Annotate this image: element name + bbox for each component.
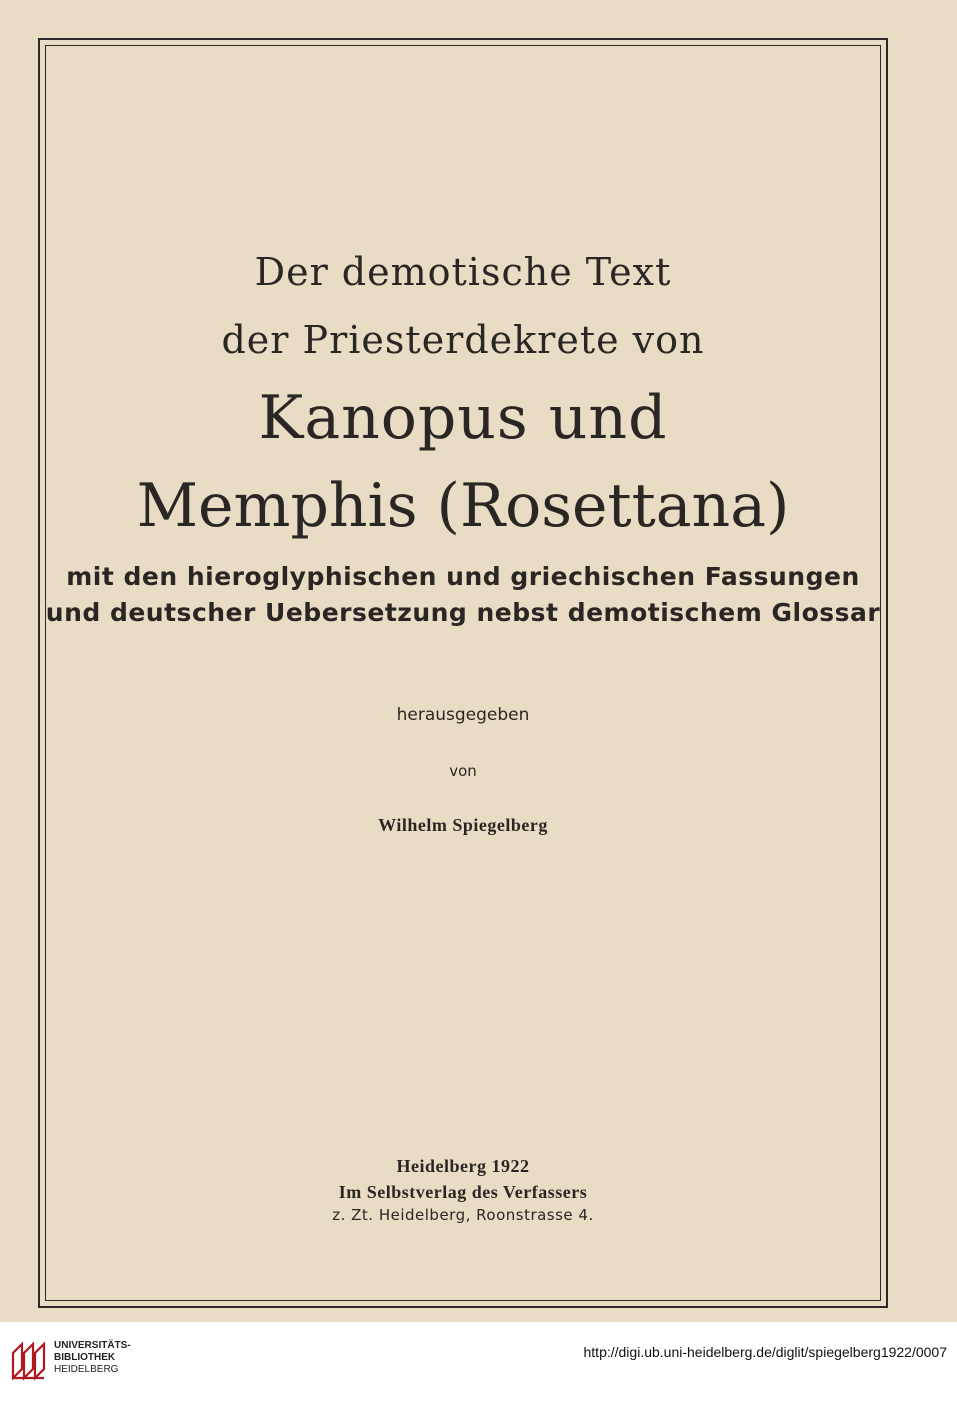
imprint-publisher: Im Selbstverlag des Verfassers (338, 1182, 588, 1202)
title-line-2: der Priesterdekrete von (221, 318, 705, 362)
page-border-inner (45, 45, 881, 1301)
title-line-1: Der demotische Text (254, 250, 672, 294)
university-library-logo-icon[interactable] (10, 1339, 48, 1381)
author-name: Wilhelm Spiegelberg (378, 815, 548, 835)
title-line-4: Memphis (Rosettana) (136, 471, 790, 541)
institution-line-2: BIBLIOTHEK (54, 1352, 116, 1363)
title-line-3: Kanopus und (258, 383, 668, 453)
institution-line-1: UNIVERSITÄTS- (54, 1340, 131, 1351)
institution-name (54, 1340, 131, 1376)
subtitle-line-1: mit den hieroglyphischen und griechischen Fassungen (66, 562, 860, 591)
by-label: von (449, 762, 477, 780)
subtitle-line-2: und deutscher Uebersetzung nebst demotischem Glossar (45, 598, 881, 627)
imprint-place-year: Heidelberg 1922 (396, 1156, 530, 1176)
institution-line-3: HEIDELBERG (54, 1364, 119, 1375)
permalink-url[interactable]: http://digi.ub.uni-heidelberg.de/diglit/spiegelberg1922/0007 (583, 1344, 947, 1360)
imprint-address: z. Zt. Heidelberg, Roonstrasse 4. (332, 1206, 594, 1224)
edited-label: herausgegeben (396, 705, 530, 725)
footer-bar (0, 1322, 957, 1402)
